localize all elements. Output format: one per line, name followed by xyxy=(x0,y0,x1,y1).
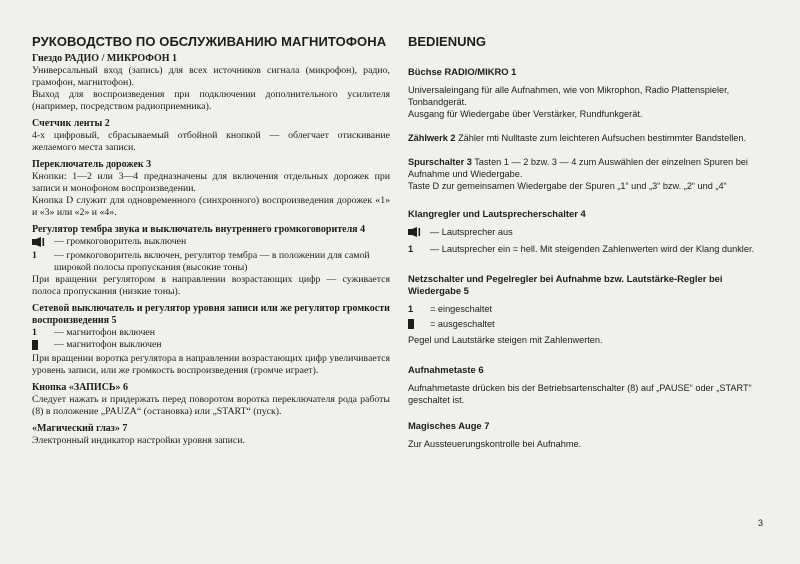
speaker-off-icon xyxy=(408,226,430,239)
de-power-on-symbol: 1 xyxy=(408,304,414,314)
ru-section-7-text: Электронный индикатор настройки уровня записи. xyxy=(32,435,245,446)
de-section-1-heading: Büchse RADIO/MIKRO 1 xyxy=(408,66,517,77)
russian-column xyxy=(32,34,390,447)
de-speaker-on-text: — Lautsprecher ein = hell. Mit steigenden Zahlenwerten wird der Klang dunkler. xyxy=(430,244,755,254)
de-power-off-row xyxy=(408,318,768,331)
ru-section-1-heading: Гнездо РАДИО / МИКРОФОН 1 xyxy=(32,53,178,64)
ru-speaker-off-row xyxy=(32,236,390,250)
de-section-5-heading: Netzschalter und Pegelregler bei Aufnahme bzw. Lautstärke-Regler bei Wiedergabe 5 xyxy=(408,273,723,296)
ru-speaker-off-text: — громкоговоритель выключен xyxy=(54,236,187,247)
de-speaker-off-text: — Lautsprecher aus xyxy=(430,227,513,237)
ru-section-6-heading: Кнопка «ЗАПИСЬ» 6 xyxy=(32,382,129,393)
ru-section-5-heading: Сетевой выключатель и регулятор уровня записи или же регулятор громкости воспроизведения 5 xyxy=(32,303,390,326)
ru-section-3-text-1: Кнопки: 1—2 или 3—4 предназначены для включения отдельных дорожек при записи и монофоном воспроизведении. xyxy=(32,171,390,194)
de-section-3-text-2: Taste D zur gemeinsamen Wiedergabe der Spuren „1“ und „3“ bzw. „2“ und „4“ xyxy=(408,181,727,191)
ru-power-on-symbol: 1 xyxy=(32,327,37,338)
de-power-on-text: = eingeschaltet xyxy=(430,304,493,314)
speaker-off-icon xyxy=(32,236,54,250)
ru-section-5-text: При вращении воротка регулятора в направлении возрастающих цифр увеличивается уровень записи, или же громкость воспроизведения (громче играет). xyxy=(32,353,390,376)
ru-section-2-text: 4-х цифровый, сбрасываемый отбойной кнопкой — облегчает отискивание желаемого места записи. xyxy=(32,130,390,153)
ru-section-6-text: Следует нажать и придержать перед поворотом воротка переключателя рода работы (8) в положение „PAUZA“ (остановка) или „START“ (пуск). xyxy=(32,394,390,417)
de-speaker-off-row xyxy=(408,226,768,239)
page-number: 3 xyxy=(758,518,764,528)
ru-power-off-text: — магнитофон выключен xyxy=(54,339,162,350)
ru-section-1-text-2: Выход для воспроизведения при подключении дополнительного усилителя (например, посредством радиоприемника). xyxy=(32,89,390,112)
de-section-4-heading: Klangregler und Lautsprecherschalter 4 xyxy=(408,208,586,219)
ru-section-3-text-2: Кнопка D служит для одновременного (синхронного) воспроизведения дорожек «1» и «3» или «2» и «4». xyxy=(32,195,390,218)
ru-section-4-heading: Регулятор тембра звука и выключатель внутреннего громкоговорителя 4 xyxy=(32,224,366,235)
de-section-3-text-1: Tasten 1 — 2 bzw. 3 — 4 zum Auswählen der einzelnen Spuren bei Aufnahme und Wiedergabe. xyxy=(408,157,748,179)
de-section-7-heading: Magisches Auge 7 xyxy=(408,420,490,431)
german-column xyxy=(408,34,768,450)
ru-section-7-heading: «Магический глаз» 7 xyxy=(32,423,128,434)
switch-off-icon xyxy=(408,318,430,331)
de-power-on-row xyxy=(408,303,768,315)
de-section-7-text: Zur Aussteuerungskontrolle bei Aufnahme. xyxy=(408,439,582,449)
de-speaker-on-symbol: 1 xyxy=(408,244,414,254)
ru-power-on-row xyxy=(32,327,390,339)
de-section-2-text: Zähler mti Nulltaste zum leichteren Aufsuchen bestimmter Bandstellen. xyxy=(458,133,747,143)
de-section-3-heading: Spurschalter 3 xyxy=(408,157,472,167)
ru-section-4-text: При вращении регулятором в направлении возрастающих цифр — суживается полоса пропускания (низкие тоны). xyxy=(32,274,390,297)
ru-speaker-on-text: — громкоговоритель включен, регулятор тембра — в положении для самой широкой полосы пропускания (высокие тоны) xyxy=(54,250,370,273)
ru-section-1-text-1: Универсальный вход (запись) для всех источников сигнала (микрофон), радио, грамофон, магнитофон). xyxy=(32,65,390,88)
de-power-off-text: = ausgeschaltet xyxy=(430,319,495,329)
ru-power-on-text: — магнитофон включен xyxy=(54,327,155,338)
de-section-2 xyxy=(408,132,768,144)
de-section-1-text-2: Ausgang für Wiedergabe über Verstärker, Rundfunkgerät. xyxy=(408,109,643,119)
de-section-1-text-1: Universaleingang für alle Aufnahmen, wie von Mikrophon, Radio Plattenspieler, Tonbandgerät. xyxy=(408,85,730,107)
de-section-5-text: Pegel und Lautstärke steigen mit Zahlenwerten. xyxy=(408,335,603,345)
switch-off-icon xyxy=(32,339,54,353)
de-section-6-heading: Aufnahmetaste 6 xyxy=(408,364,484,375)
de-section-6-text: Aufnahmetaste drücken bis der Betriebsartenschalter (8) auf „PAUSE“ oder „START“ geschaltet ist. xyxy=(408,383,752,405)
de-section-3 xyxy=(408,156,768,180)
german-title: BEDIENUNG xyxy=(408,34,487,49)
ru-speaker-on-symbol: 1 xyxy=(32,250,37,261)
russian-title: РУКОВОДСТВО ПО ОБСЛУЖИВАНИЮ МАГНИТОФОНА xyxy=(32,34,387,49)
de-section-2-heading: Zählwerk 2 xyxy=(408,133,456,143)
ru-section-2-heading: Счетчик ленты 2 xyxy=(32,118,110,129)
ru-power-off-row xyxy=(32,339,390,353)
ru-section-3-heading: Переключатель дорожек 3 xyxy=(32,159,152,170)
de-speaker-on-row xyxy=(408,243,768,255)
ru-speaker-on-row xyxy=(32,250,390,274)
